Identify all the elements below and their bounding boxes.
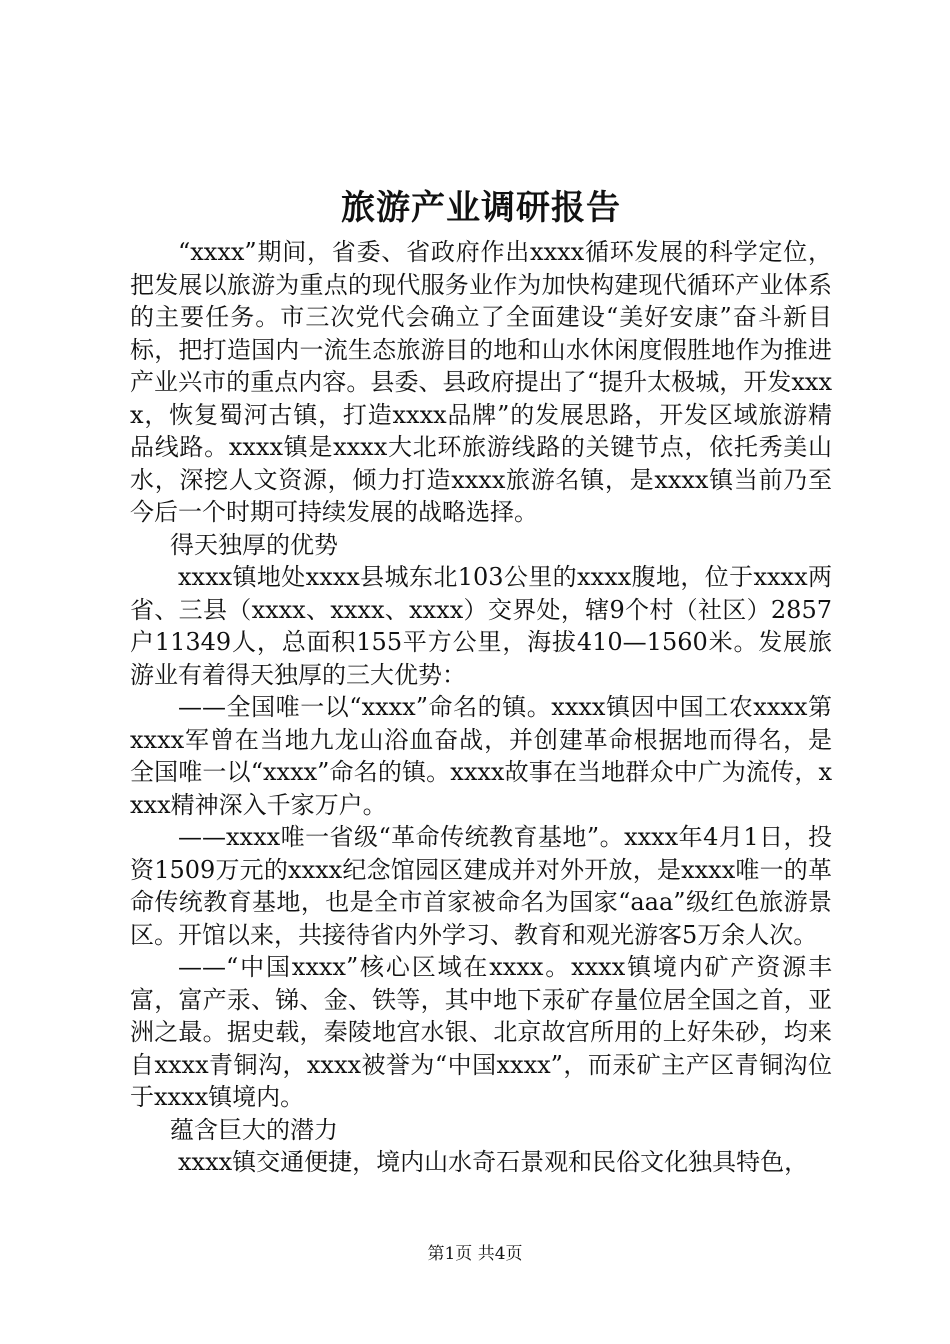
advantage-one-paragraph: ——全国唯一以“xxxx”命名的镇。xxxx镇因中国工农xxxx第xxxx军曾在当地九龙山浴血奋战，并创建革命根据地而得名，是全国唯一以“xxxx”命名的镇。xxxx故事在当地群众中广为流传，xxxx精神深入千家万户。 [130, 693, 832, 819]
document-page [130, 180, 832, 1179]
location-paragraph: xxxx镇地处xxxx县城东北103公里的xxxx腹地，位于xxxx两省、三县（xxxx、xxxx、xxxx）交界处，辖9个村（社区）2857户11349人，总面积155平方公里，海拔410—1560米。发展旅游业有着得天独厚的三大优势： [130, 563, 832, 689]
advantage-three-paragraph: ——“中国xxxx”核心区域在xxxx。xxxx镇境内矿产资源丰富，富产汞、锑、金、铁等，其中地下汞矿存量位居全国之首，亚洲之最。据史载，秦陵地宫水银、北京故宫所用的上好朱砂，均来自xxxx青铜沟，xxxx被誉为“中国xxxx”，而汞矿主产区青铜沟位于xxxx镇境内。 [130, 953, 832, 1111]
intro-paragraph: “xxxx”期间，省委、省政府作出xxxx循环发展的科学定位，把发展以旅游为重点的现代服务业作为加快构建现代循环产业体系的主要任务。市三次党代会确立了全面建设“美好安康”奋斗新目标，把打造国内一流生态旅游目的地和山水休闲度假胜地作为推进产业兴市的重点内容。县委、县政府提出了“提升太极城，开发xxxx，恢复蜀河古镇，打造xxxx品牌”的发展思路，开发区域旅游精品线路。xxxx镇是xxxx大北环旅游线路的关键节点，依托秀美山水，深挖人文资源，倾力打造xxxx旅游名镇，是xxxx镇当前乃至今后一个时期可持续发展的战略选择。 [130, 238, 832, 526]
document-title: 旅游产业调研报告 [341, 188, 621, 228]
advantage-two-paragraph: ——xxxx唯一省级“革命传统教育基地”。xxxx年4月1日，投资1509万元的xxxx纪念馆园区建成并对外开放，是xxxx唯一的革命传统教育基地，也是全市首家被命名为国家“aaa”级红色旅游景区。开馆以来，共接待省内外学习、教育和观光游客5万余人次。 [130, 823, 832, 949]
section-heading-potential: 蕴含巨大的潜力 [170, 1115, 338, 1144]
section-heading-advantages: 得天独厚的优势 [170, 530, 338, 559]
potential-paragraph: xxxx镇交通便捷，境内山水奇石景观和民俗文化独具特色， [178, 1148, 809, 1176]
page-number-footer: 第1页 共4页 [427, 1244, 523, 1264]
